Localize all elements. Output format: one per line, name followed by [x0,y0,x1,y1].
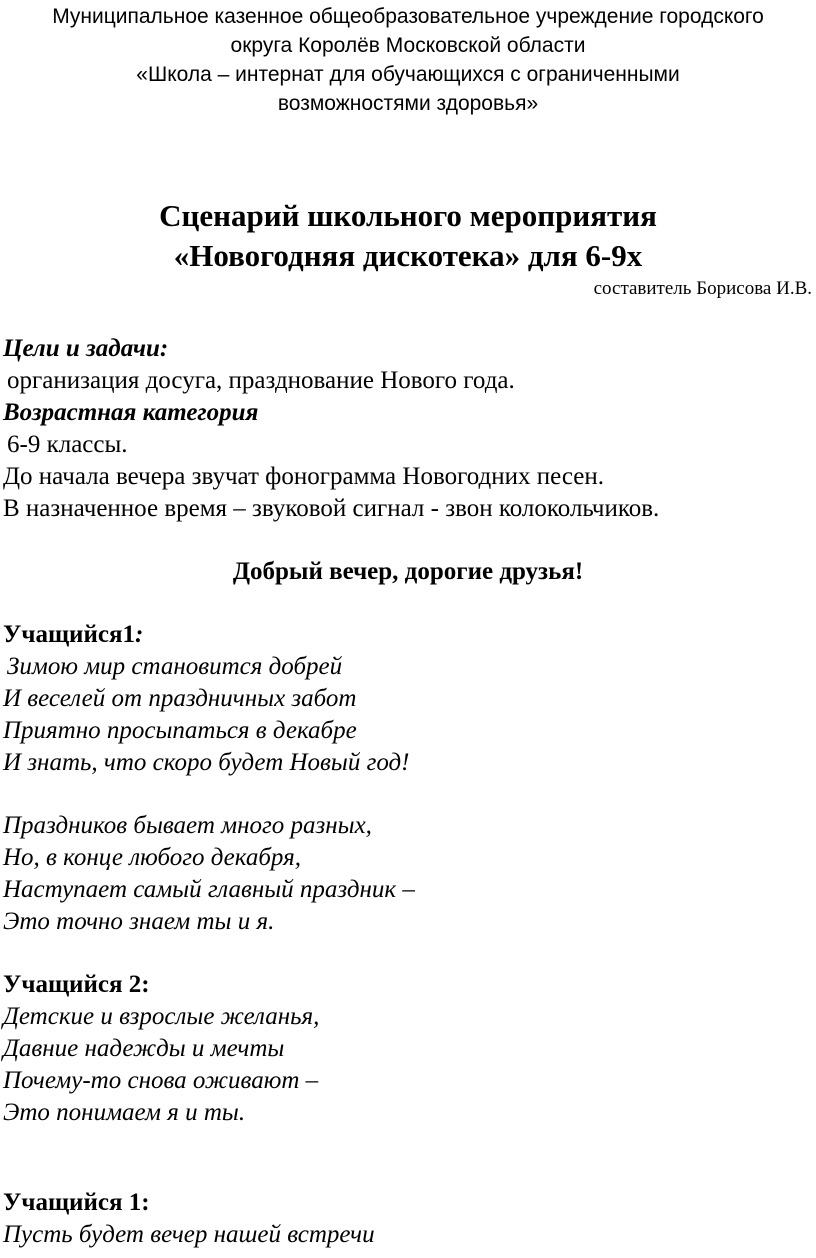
document-body [3,333,813,1251]
header-line-1: Муниципальное казенное общеобразовательное учреждение городского [52,5,764,28]
verse-line: Пусть будет вечер нашей встречи [3,1221,375,1248]
verse-line: И знать, что скоро будет Новый год! [3,749,410,776]
institution-header [0,2,816,118]
verse-line: Давние надежды и мечты [3,1035,285,1062]
title-line-2: «Новогодняя дискотека» для 6-9х [173,238,643,273]
speaker-1-label [3,619,813,651]
speaker-3-label: Учащийся 1: [3,1189,150,1216]
verse-line: И веселей от праздничных забот [3,685,357,712]
verse-line: Наступает самый главный праздник – [3,876,415,903]
greeting-line: Добрый вечер, дорогие друзья! [232,558,584,585]
goals-heading: Цели и задачи: [3,335,169,362]
verse-line: Это понимаем я и ты. [3,1099,246,1126]
verse-line: Приятно просыпаться в декабре [3,717,357,744]
age-text: 6-9 классы. [7,431,128,458]
verse-line: Праздников бывает много разных, [3,812,372,839]
verse-line: Это точно знаем ты и я. [3,908,275,935]
speaker-2-label: Учащийся 2: [3,971,150,998]
verse-line: Но, в конце любого декабря, [3,844,301,871]
document-title [0,196,816,276]
author-credit: составитель Борисова И.В. [593,278,812,299]
age-heading: Возрастная категория [3,399,259,426]
verse-line: Детские и взрослые желанья, [3,1003,320,1030]
intro-line-2: В назначенное время – звуковой сигнал - звон колокольчиков. [3,495,660,522]
intro-line-1: До начала вечера звучат фонограмма Новогодних песен. [3,463,604,490]
verse-line: Зимою мир становится добрей [7,653,343,680]
speaker-1-colon: : [134,621,144,648]
header-line-2: округа Королёв Московской области [230,34,586,57]
header-line-3: «Школа – интернат для обучающихся с ограниченными [136,63,680,86]
speaker-1-name: Учащийся1 [3,621,135,648]
header-line-4: возможностями здоровья» [277,92,539,115]
verse-line: Почему-то снова оживают – [3,1067,319,1094]
title-line-1: Сценарий школьного мероприятия [159,198,657,233]
goals-text: организация досуга, празднование Нового года. [7,367,515,394]
